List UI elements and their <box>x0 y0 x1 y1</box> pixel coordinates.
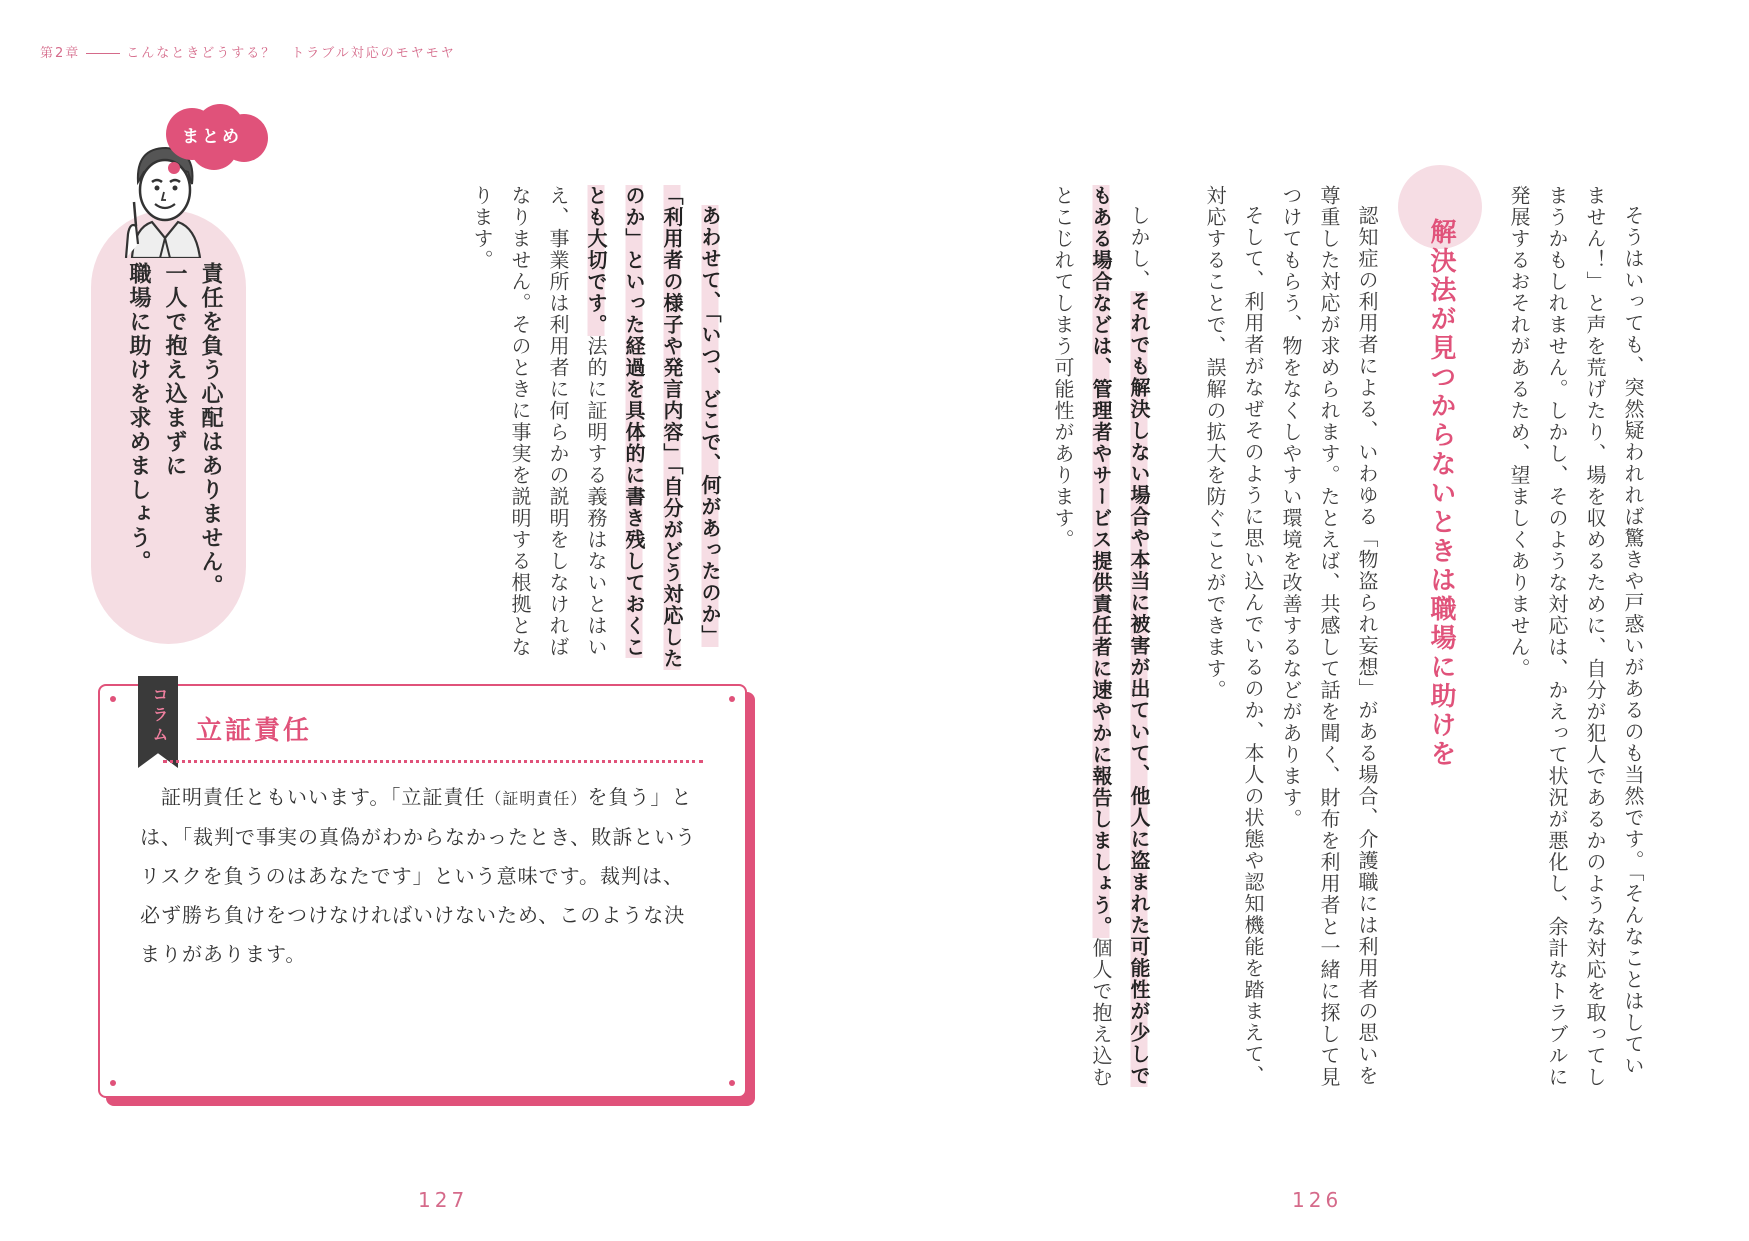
right-para2-line1: 認知症の利用者による、いわゆる「物盗られ妄想」がある場合、介護職には利用者の思いを <box>1355 205 1379 1087</box>
left-line4-plain: 法的に証明する義務はないとはい <box>584 335 608 658</box>
right-para3-line3: とこじれてしまう可能性があります。 <box>1051 185 1075 551</box>
summary-text <box>120 262 228 598</box>
dotted-rule <box>163 760 703 763</box>
right-para3-l1-plain: しかし、 <box>1127 205 1151 291</box>
left-line3-bold: のか」といった経過を具体的に書き残しておくこ <box>622 185 646 658</box>
left-line7: ります。 <box>470 185 494 271</box>
left-line2 <box>654 185 690 670</box>
corner-dot <box>729 1080 735 1086</box>
left-line4 <box>578 185 614 658</box>
right-para3-line1 <box>1121 205 1157 1087</box>
chapter-title: こんなときどうする？ トラブル対応のモヤモヤ <box>126 46 456 61</box>
column-line-2: は、「裁判で事実の真偽がわからなかったとき、敗訴という <box>140 825 697 849</box>
right-para2-line3: つけてもらう、物をなくしやすい環境を改善するなどがあります。 <box>1279 185 1303 830</box>
page-number-left: 127 <box>418 1188 469 1212</box>
right-para3-l2-bold: もある場合などは、管理者やサービス提供責任者に速やかに報告しましょう。 <box>1089 185 1113 938</box>
right-para2-line4: そして、利用者がなぜそのように思い込んでいるのか、本人の状態や認知機能を踏まえて、 <box>1241 205 1265 1087</box>
column-body <box>140 778 710 974</box>
chapter-number: 第2章 <box>40 46 81 61</box>
column-line-5: まりがあります。 <box>140 942 307 966</box>
corner-dot <box>110 696 116 702</box>
left-line4-bold: とも大切です。 <box>584 185 608 336</box>
right-para2-line2: 尊重した対応が求められます。たとえば、共感して話を聞く、財布を利用者と一緒に探して見 <box>1317 185 1341 1088</box>
right-para2-line5: 対応することで、誤解の拡大を防ぐことができます。 <box>1203 185 1227 701</box>
section-heading: 解決法が見つからないときは職場に助けを <box>1426 218 1456 769</box>
summary-line-1: 責任を負う心配はありません。 <box>198 262 223 598</box>
right-para3-line2 <box>1083 185 1119 1088</box>
left-line1 <box>692 205 728 647</box>
summary-line-2: 一人で抱え込まずに <box>162 262 187 478</box>
summary-label: まとめ <box>182 127 242 147</box>
right-para3-l2-plain: 個人で抱え込む <box>1089 937 1113 1088</box>
right-para1-line3: まうかもしれません。しかし、そのような対応は、かえって状況が悪化し、余計なトラブルに <box>1545 185 1569 1088</box>
column-tag-label: コラム <box>150 686 169 746</box>
corner-dot <box>110 1080 116 1086</box>
right-para1-line2: ません！」と声を荒げたり、場を収めるために、自分が犯人であるかのような対応を取ってし <box>1583 185 1607 1088</box>
running-head <box>40 42 456 61</box>
left-line6: なりません。そのときに事実を説明する根拠とな <box>508 185 532 658</box>
column-line-1a: 証明責任ともいいます。「立証責任 <box>140 785 486 809</box>
column-line-1b: を負う」と <box>587 785 693 809</box>
column-line-3: リスクを負うのはあなたです」という意味です。裁判は、 <box>140 864 684 888</box>
column-line-1 <box>140 778 710 818</box>
column-line-1-small: （証明責任） <box>485 789 588 808</box>
left-line2-bold: 「利用者の様子や発言内容」「自分がどう対応した <box>660 185 684 670</box>
dash-divider <box>86 53 120 54</box>
right-para1-line4: 発展するおそれがあるため、望ましくありません。 <box>1507 185 1531 680</box>
column-title: 立証責任 <box>196 716 313 746</box>
left-line5: え、事業所は利用者に何らかの説明をしなければ <box>546 185 570 658</box>
corner-dot <box>729 696 735 702</box>
page-number-right: 126 <box>1292 1188 1343 1212</box>
left-line1-bold: あわせて、「いつ、どこで、何があったのか」 <box>698 205 722 647</box>
right-para3-l1-bold: それでも解決しない場合や本当に被害が出ていて、他人に盗まれた可能性が少しで <box>1127 291 1151 1087</box>
summary-line-3: 職場に助けを求めましょう。 <box>126 262 151 574</box>
right-para1-line1: そうはいっても、突然疑われれば驚きや戸惑いがあるのも当然です。「そんなことはしてい <box>1621 205 1645 1077</box>
column-line-4: 必ず勝ち負けをつけなければいけないため、このような決 <box>140 903 686 927</box>
left-line3 <box>616 185 652 658</box>
